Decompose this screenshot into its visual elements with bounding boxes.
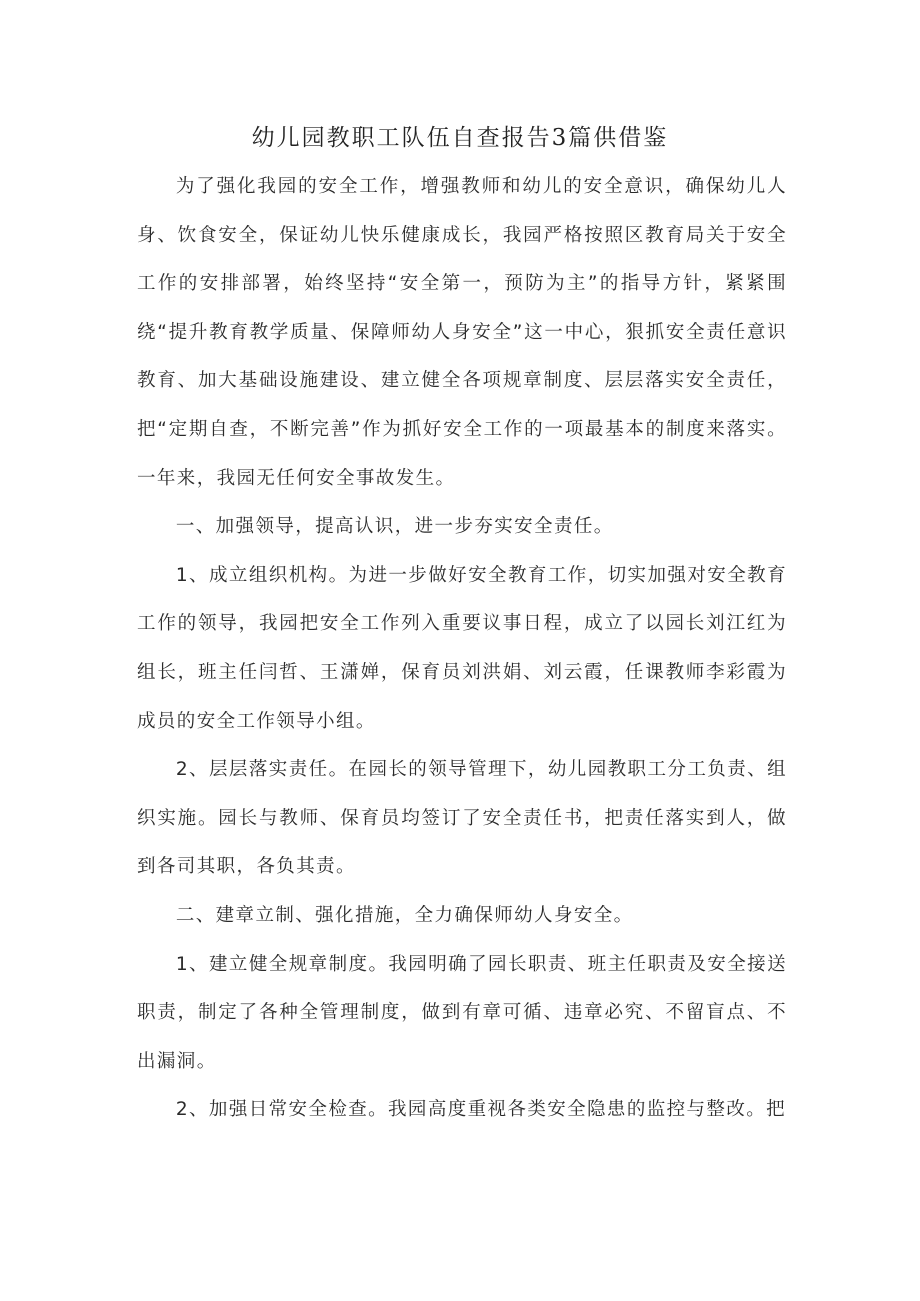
paragraph-2-2: 2、加强日常安全检查。我园高度重视各类安全隐患的监控与整改。把	[175, 1099, 787, 1121]
section-heading-1: 一、加强领导，提高认识，进一步夯实安全责任。	[175, 516, 614, 538]
section-heading-2: 二、建章立制、强化措施，全力确保师幼人身安全。	[175, 904, 634, 926]
paragraph-1-1: 1、成立组织机构。为进一步做好安全教育工作，切实加强对安全教育工作的领导，我园把安全工作列入重要议事日程，成立了以园长刘江红为组长，班主任闫哲、王潇婵，保育员刘洪娟、刘云霞，任课教师李彩霞为成员的安全工作领导小组。	[137, 564, 787, 732]
document-body	[137, 163, 787, 1135]
document-title: 幼儿园教职工队伍自查报告3篇供借鉴	[251, 125, 669, 151]
paragraph-intro: 为了强化我园的安全工作，增强教师和幼儿的安全意识，确保幼儿人身、饮食安全，保证幼儿快乐健康成长，我园严格按照区教育局关于安全工作的安排部署，始终坚持“安全第一，预防为主”的指导方针，紧紧围绕“提升教育教学质量、保障师幼人身安全”这一中心，狠抓安全责任意识教育、加大基础设施建设、建立健全各项规章制度、层层落实安全责任，把“定期自查，不断完善”作为抓好安全工作的一项最基本的制度来落实。一年来，我园无任何安全事故发生。	[137, 176, 787, 489]
paragraph-2-1: 1、建立健全规章制度。我园明确了园长职责、班主任职责及安全接送职责，制定了各种全管理制度，做到有章可循、违章必究、不留盲点、不出漏洞。	[137, 953, 787, 1072]
paragraph-1-2: 2、层层落实责任。在园长的领导管理下，幼儿园教职工分工负责、组织实施。园长与教师、保育员均签订了安全责任书，把责任落实到人，做到各司其职，各负其责。	[137, 759, 787, 878]
